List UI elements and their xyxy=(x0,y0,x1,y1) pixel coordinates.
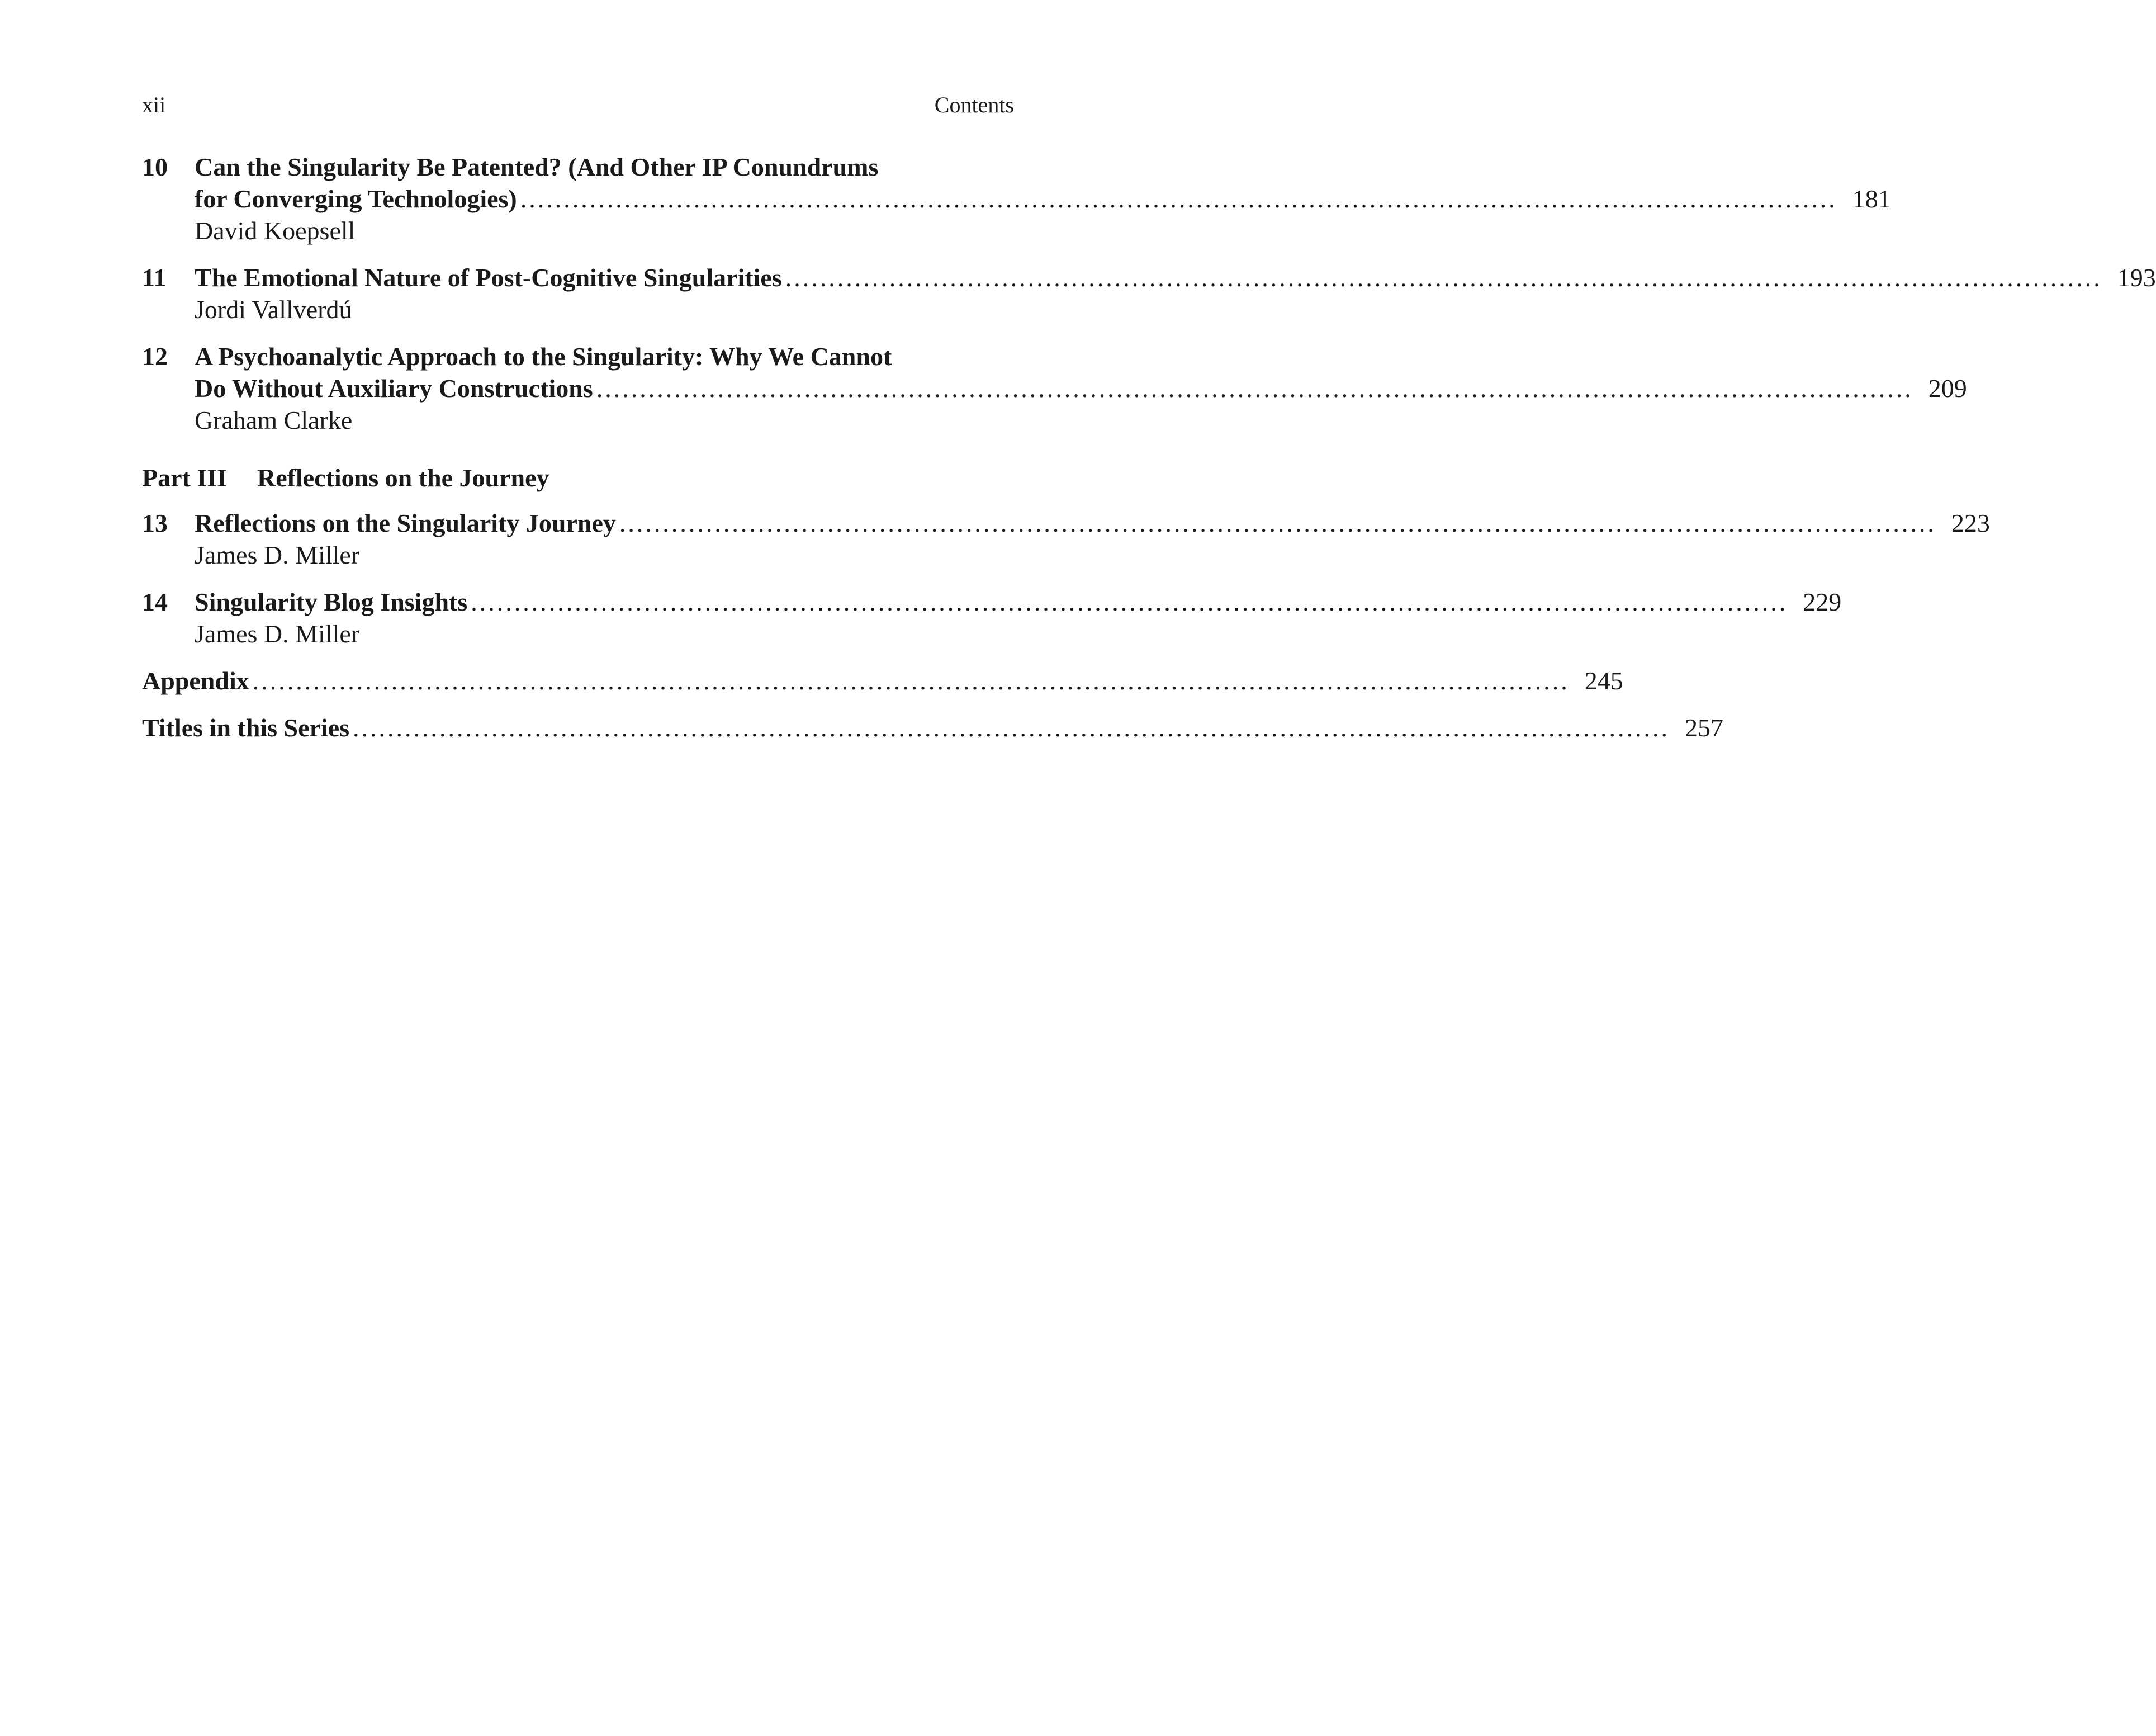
chapter-title: Can the Singularity Be Patented? (And Other IP Conundrums xyxy=(195,153,879,181)
chapter-author: Graham Clarke xyxy=(195,406,353,434)
book-page xyxy=(142,0,2156,1736)
toc-entry-chapter-11[interactable] xyxy=(142,262,2156,325)
chapter-number: 14 xyxy=(142,588,168,616)
chapter-number: 13 xyxy=(142,509,168,537)
chapter-number: 11 xyxy=(142,263,167,292)
chapter-title: Singularity Blog Insights xyxy=(195,588,468,616)
dot-leader: ........................................................................................................................................................ xyxy=(596,374,1913,403)
chapter-title-continued: Do Without Auxiliary Constructions xyxy=(195,374,593,403)
part-label: Part III xyxy=(142,463,228,492)
chapter-title-continued: for Converging Technologies) xyxy=(195,185,517,213)
chapter-author: David Koepsell xyxy=(195,216,356,245)
chapter-author: James D. Miller xyxy=(195,619,360,648)
chapter-page-number: 181 xyxy=(1852,185,1891,213)
toc-entry-titles-in-series[interactable] xyxy=(142,712,1724,744)
dot-leader: ........................................................................................................................................................ xyxy=(353,713,1670,742)
back-matter-title: Appendix xyxy=(142,666,249,695)
chapter-title: The Emotional Nature of Post-Cognitive Singularities xyxy=(195,263,782,292)
dot-leader: ........................................................................................................................................................ xyxy=(785,263,2102,292)
chapter-page-number: 209 xyxy=(1928,374,1967,403)
running-title: Contents xyxy=(934,92,1014,117)
running-head xyxy=(142,91,1014,120)
chapter-title: A Psychoanalytic Approach to the Singularity: Why We Cannot xyxy=(195,342,892,371)
chapter-title: Reflections on the Singularity Journey xyxy=(195,509,616,537)
toc-entry-chapter-13[interactable] xyxy=(142,507,1990,571)
toc-entry-chapter-12[interactable] xyxy=(142,340,1967,436)
dot-leader: ........................................................................................................................................................ xyxy=(520,185,1837,213)
chapter-page-number: 229 xyxy=(1803,588,1842,616)
back-matter-page-number: 257 xyxy=(1685,713,1724,742)
chapter-page-number: 223 xyxy=(1951,509,1990,537)
back-matter-page-number: 245 xyxy=(1584,666,1623,695)
part-heading[interactable] xyxy=(142,462,1014,494)
part-title: Reflections on the Journey xyxy=(257,463,549,492)
dot-leader: ........................................................................................................................................................ xyxy=(471,588,1788,616)
chapter-author: James D. Miller xyxy=(195,541,360,569)
back-matter-title: Titles in this Series xyxy=(142,713,350,742)
dot-leader: ........................................................................................................................................................ xyxy=(252,666,1570,695)
table-of-contents xyxy=(142,151,2156,744)
toc-entry-appendix[interactable] xyxy=(142,665,1623,697)
chapter-number: 12 xyxy=(142,342,168,371)
toc-entry-chapter-10[interactable] xyxy=(142,151,1891,247)
chapter-page-number: 193 xyxy=(2117,263,2156,292)
chapter-author: Jordi Vallverdú xyxy=(195,295,352,324)
chapter-number: 10 xyxy=(142,153,168,181)
dot-leader: ........................................................................................................................................................ xyxy=(619,509,1936,537)
page-number: xii xyxy=(142,92,166,117)
toc-entry-chapter-14[interactable] xyxy=(142,586,1842,650)
